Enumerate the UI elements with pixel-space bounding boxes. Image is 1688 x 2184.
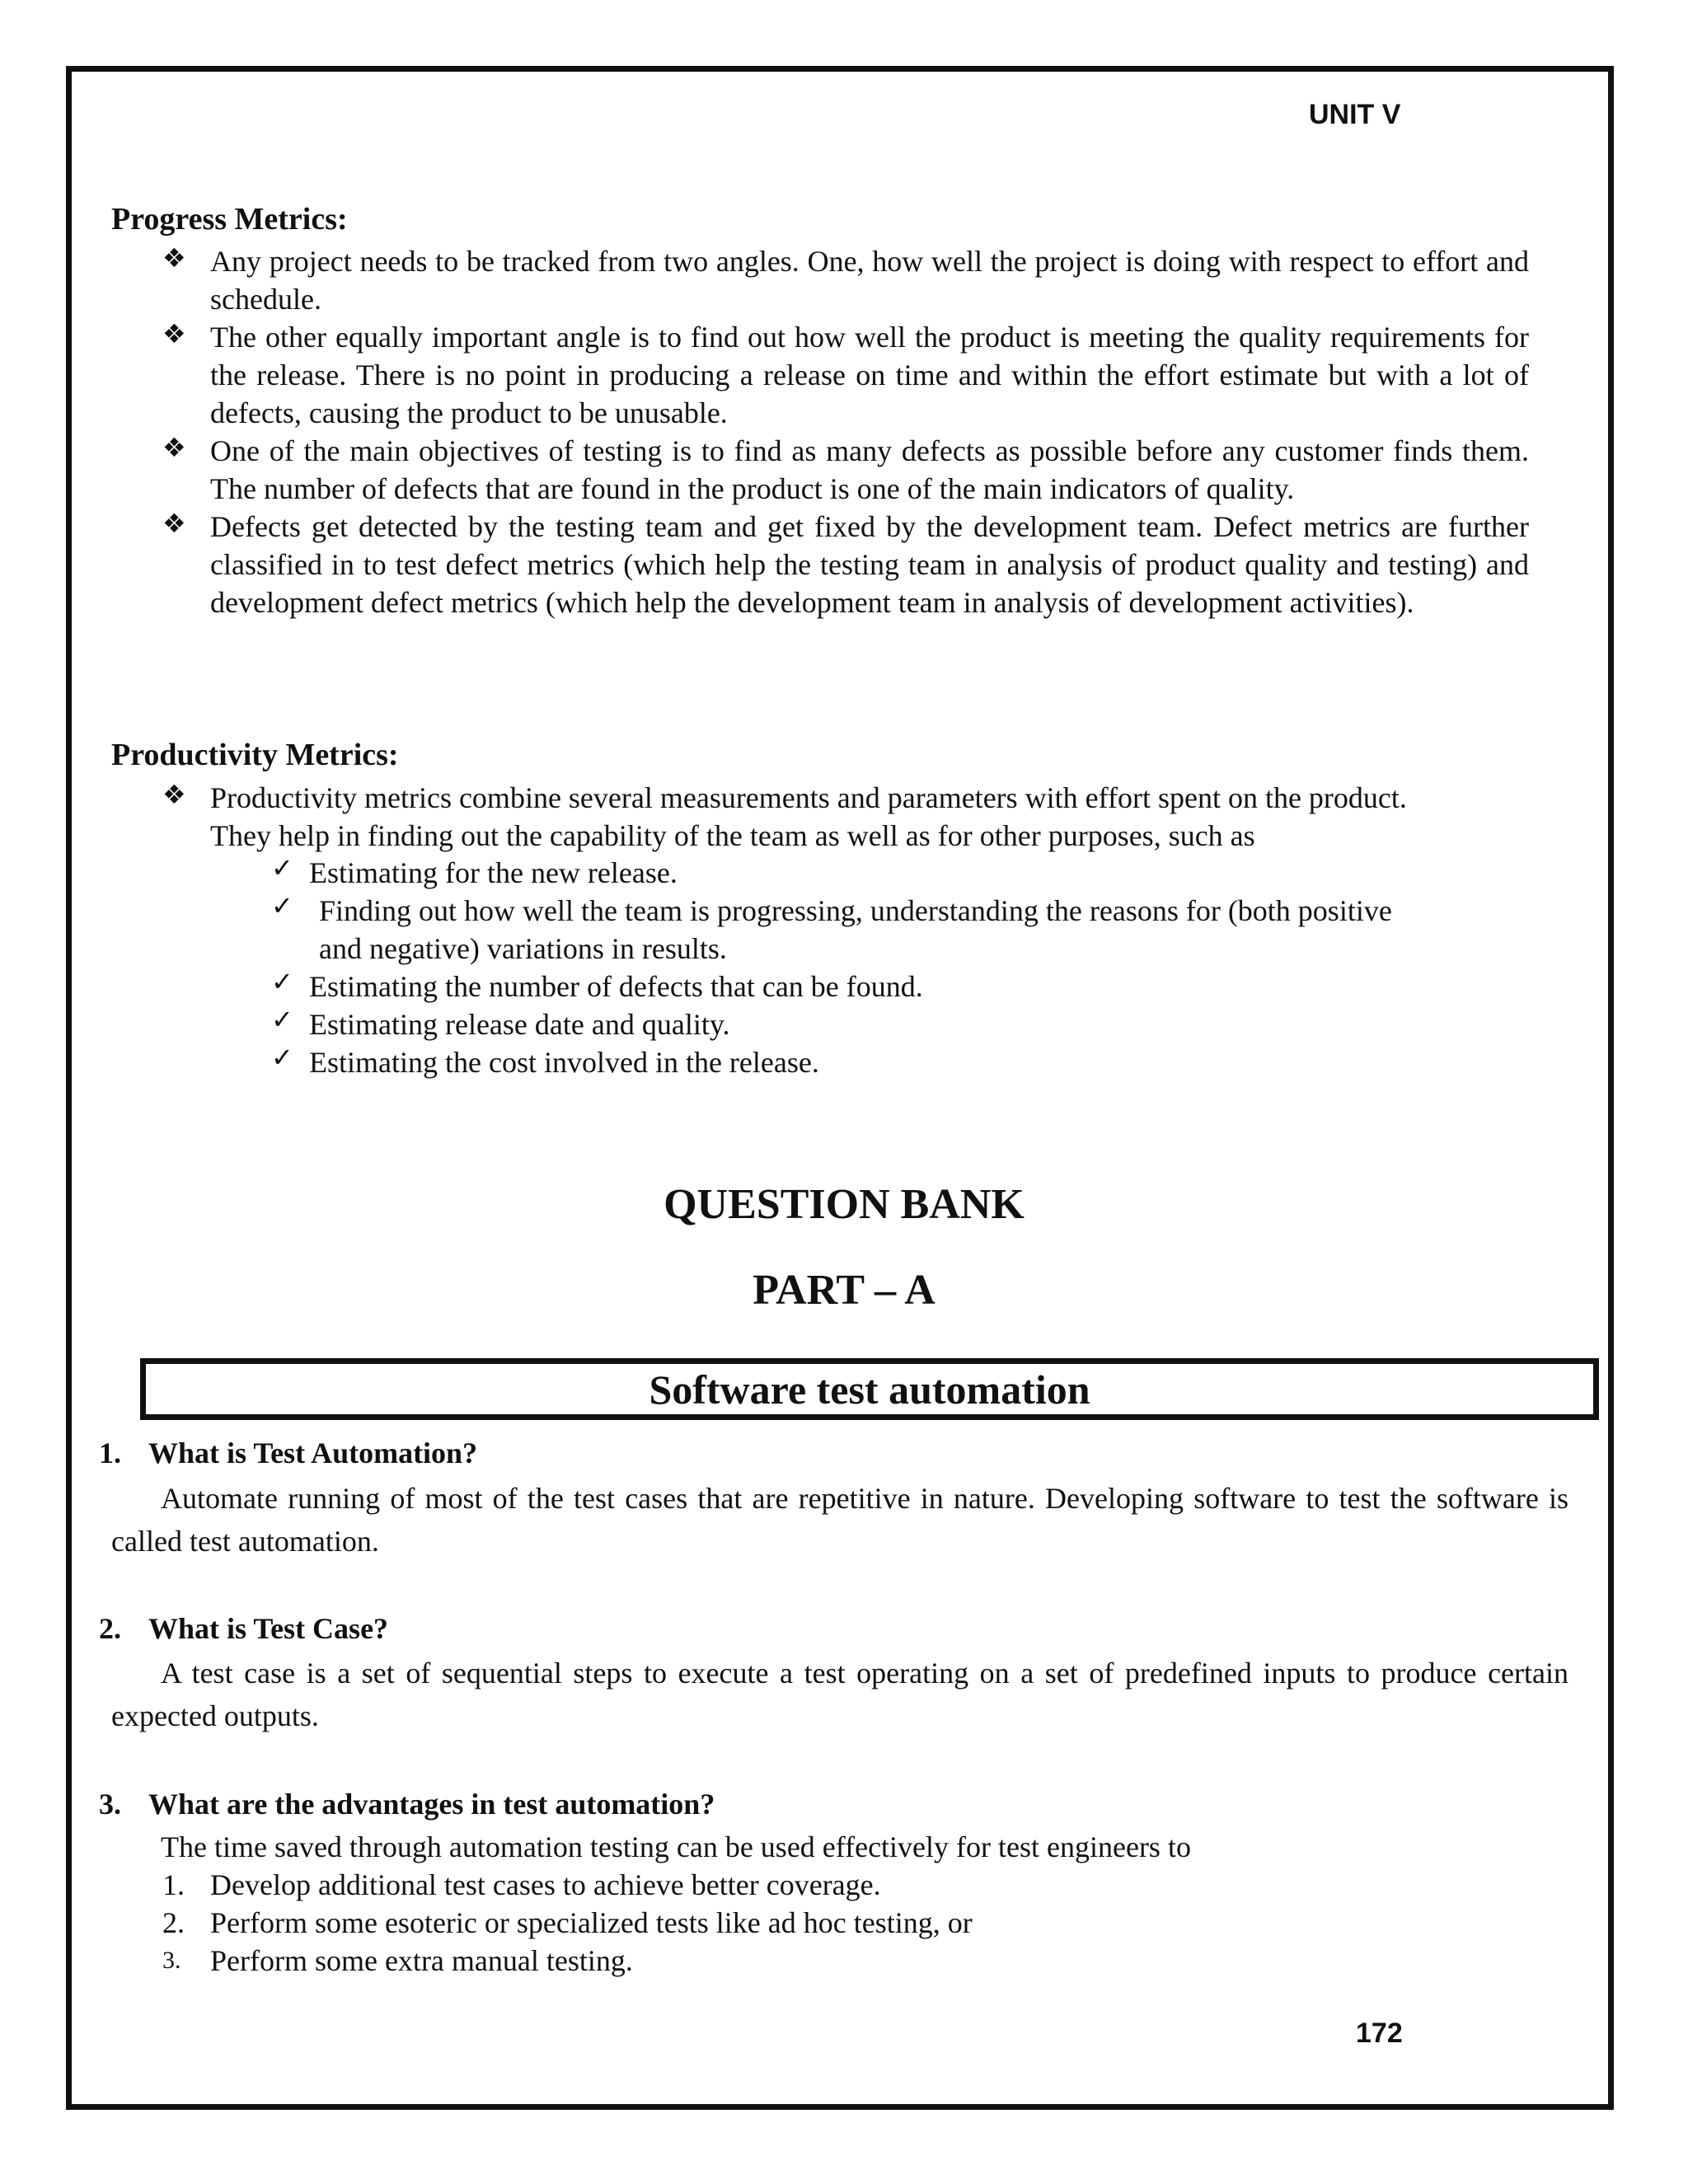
checkmark-icon: ✓ bbox=[271, 1042, 293, 1073]
diamond-bullet-icon: ❖ bbox=[162, 242, 186, 274]
progress-bullet: ❖ The other equally important angle is to find out how well the product is meeting the quality requirements for the release. There is no point in producing a release on time and within the effort estimate but with a lot of defects, causing the product to be unusable. bbox=[210, 318, 1529, 432]
list-item: 2. Perform some esoteric or specialized tests like ad hoc testing, or bbox=[162, 1906, 973, 1939]
section-banner: Software test automation bbox=[140, 1358, 1599, 1420]
progress-metrics-heading: Progress Metrics: bbox=[111, 202, 348, 237]
checkmark-icon: ✓ bbox=[271, 1004, 293, 1035]
productivity-metrics-heading: Productivity Metrics: bbox=[111, 738, 399, 772]
diamond-bullet-icon: ❖ bbox=[162, 318, 186, 349]
productivity-bullet: ❖ Productivity metrics combine several measurements and parameters with effort spent on the product. They help in finding out the capability of the team as well as for other purposes, such as bbox=[210, 779, 1471, 855]
question-3-answer bbox=[161, 1828, 1479, 1980]
check-item: ✓ Estimating the number of defects that can be found. bbox=[309, 968, 1430, 1005]
check-item: ✓ Estimating release date and quality. bbox=[309, 1005, 1430, 1043]
checkmark-icon: ✓ bbox=[271, 852, 293, 883]
diamond-bullet-icon: ❖ bbox=[162, 779, 186, 810]
question-1-answer: Automate running of most of the test cases that are repetitive in nature. Developing software to test the software is called test automation. bbox=[111, 1482, 1568, 1558]
progress-bullet: ❖ One of the main objectives of testing is to find as many defects as possible before any customer finds them. The number of defects that are found in the product is one of the main indicators of quality. bbox=[210, 432, 1529, 508]
check-item: ✓ Finding out how well the team is progressing, understanding the reasons for (both positive and negative) variations in results. bbox=[309, 892, 1430, 968]
diamond-bullet-icon: ❖ bbox=[162, 432, 186, 463]
question-bank-title: QUESTION BANK bbox=[663, 1181, 1025, 1228]
question-2-answer: A test case is a set of sequential steps to execute a test operating on a set of predefined inputs to produce certain expected outputs. bbox=[111, 1657, 1568, 1732]
progress-bullet: ❖ Any project needs to be tracked from two angles. One, how well the project is doing with respect to effort and schedule. bbox=[210, 242, 1529, 318]
page-number: 172 bbox=[1356, 2018, 1403, 2049]
list-item: 1. Develop additional test cases to achieve better coverage. bbox=[162, 1868, 881, 1901]
question-3-title: 3. What are the advantages in test automation? bbox=[99, 1788, 715, 1821]
unit-label: UNIT V bbox=[1309, 99, 1401, 130]
check-item: ✓ Estimating for the new release. bbox=[309, 854, 1430, 892]
progress-bullet: ❖ Defects get detected by the testing team and get fixed by the development team. Defect metrics are further classified in to test defect metrics (which help the testing team in analysis of product quality and testing) and development defect metrics (which help the development team in analysis of development activities). bbox=[210, 508, 1529, 621]
diamond-bullet-icon: ❖ bbox=[162, 508, 186, 539]
part-title: PART – A bbox=[753, 1267, 935, 1314]
checkmark-icon: ✓ bbox=[271, 966, 293, 997]
question-2-title: 2. What is Test Case? bbox=[99, 1612, 389, 1645]
check-item: ✓ Estimating the cost involved in the release. bbox=[309, 1043, 1430, 1081]
question-3-intro: The time saved through automation testing can be used effectively for test engineers to bbox=[161, 1830, 1191, 1863]
question-1-title: 1. What is Test Automation? bbox=[99, 1436, 478, 1469]
checkmark-icon: ✓ bbox=[271, 890, 293, 921]
list-item: 3. Perform some extra manual testing. bbox=[162, 1944, 633, 1977]
productivity-checklist bbox=[271, 852, 1430, 1081]
progress-metrics-list bbox=[162, 242, 1529, 621]
